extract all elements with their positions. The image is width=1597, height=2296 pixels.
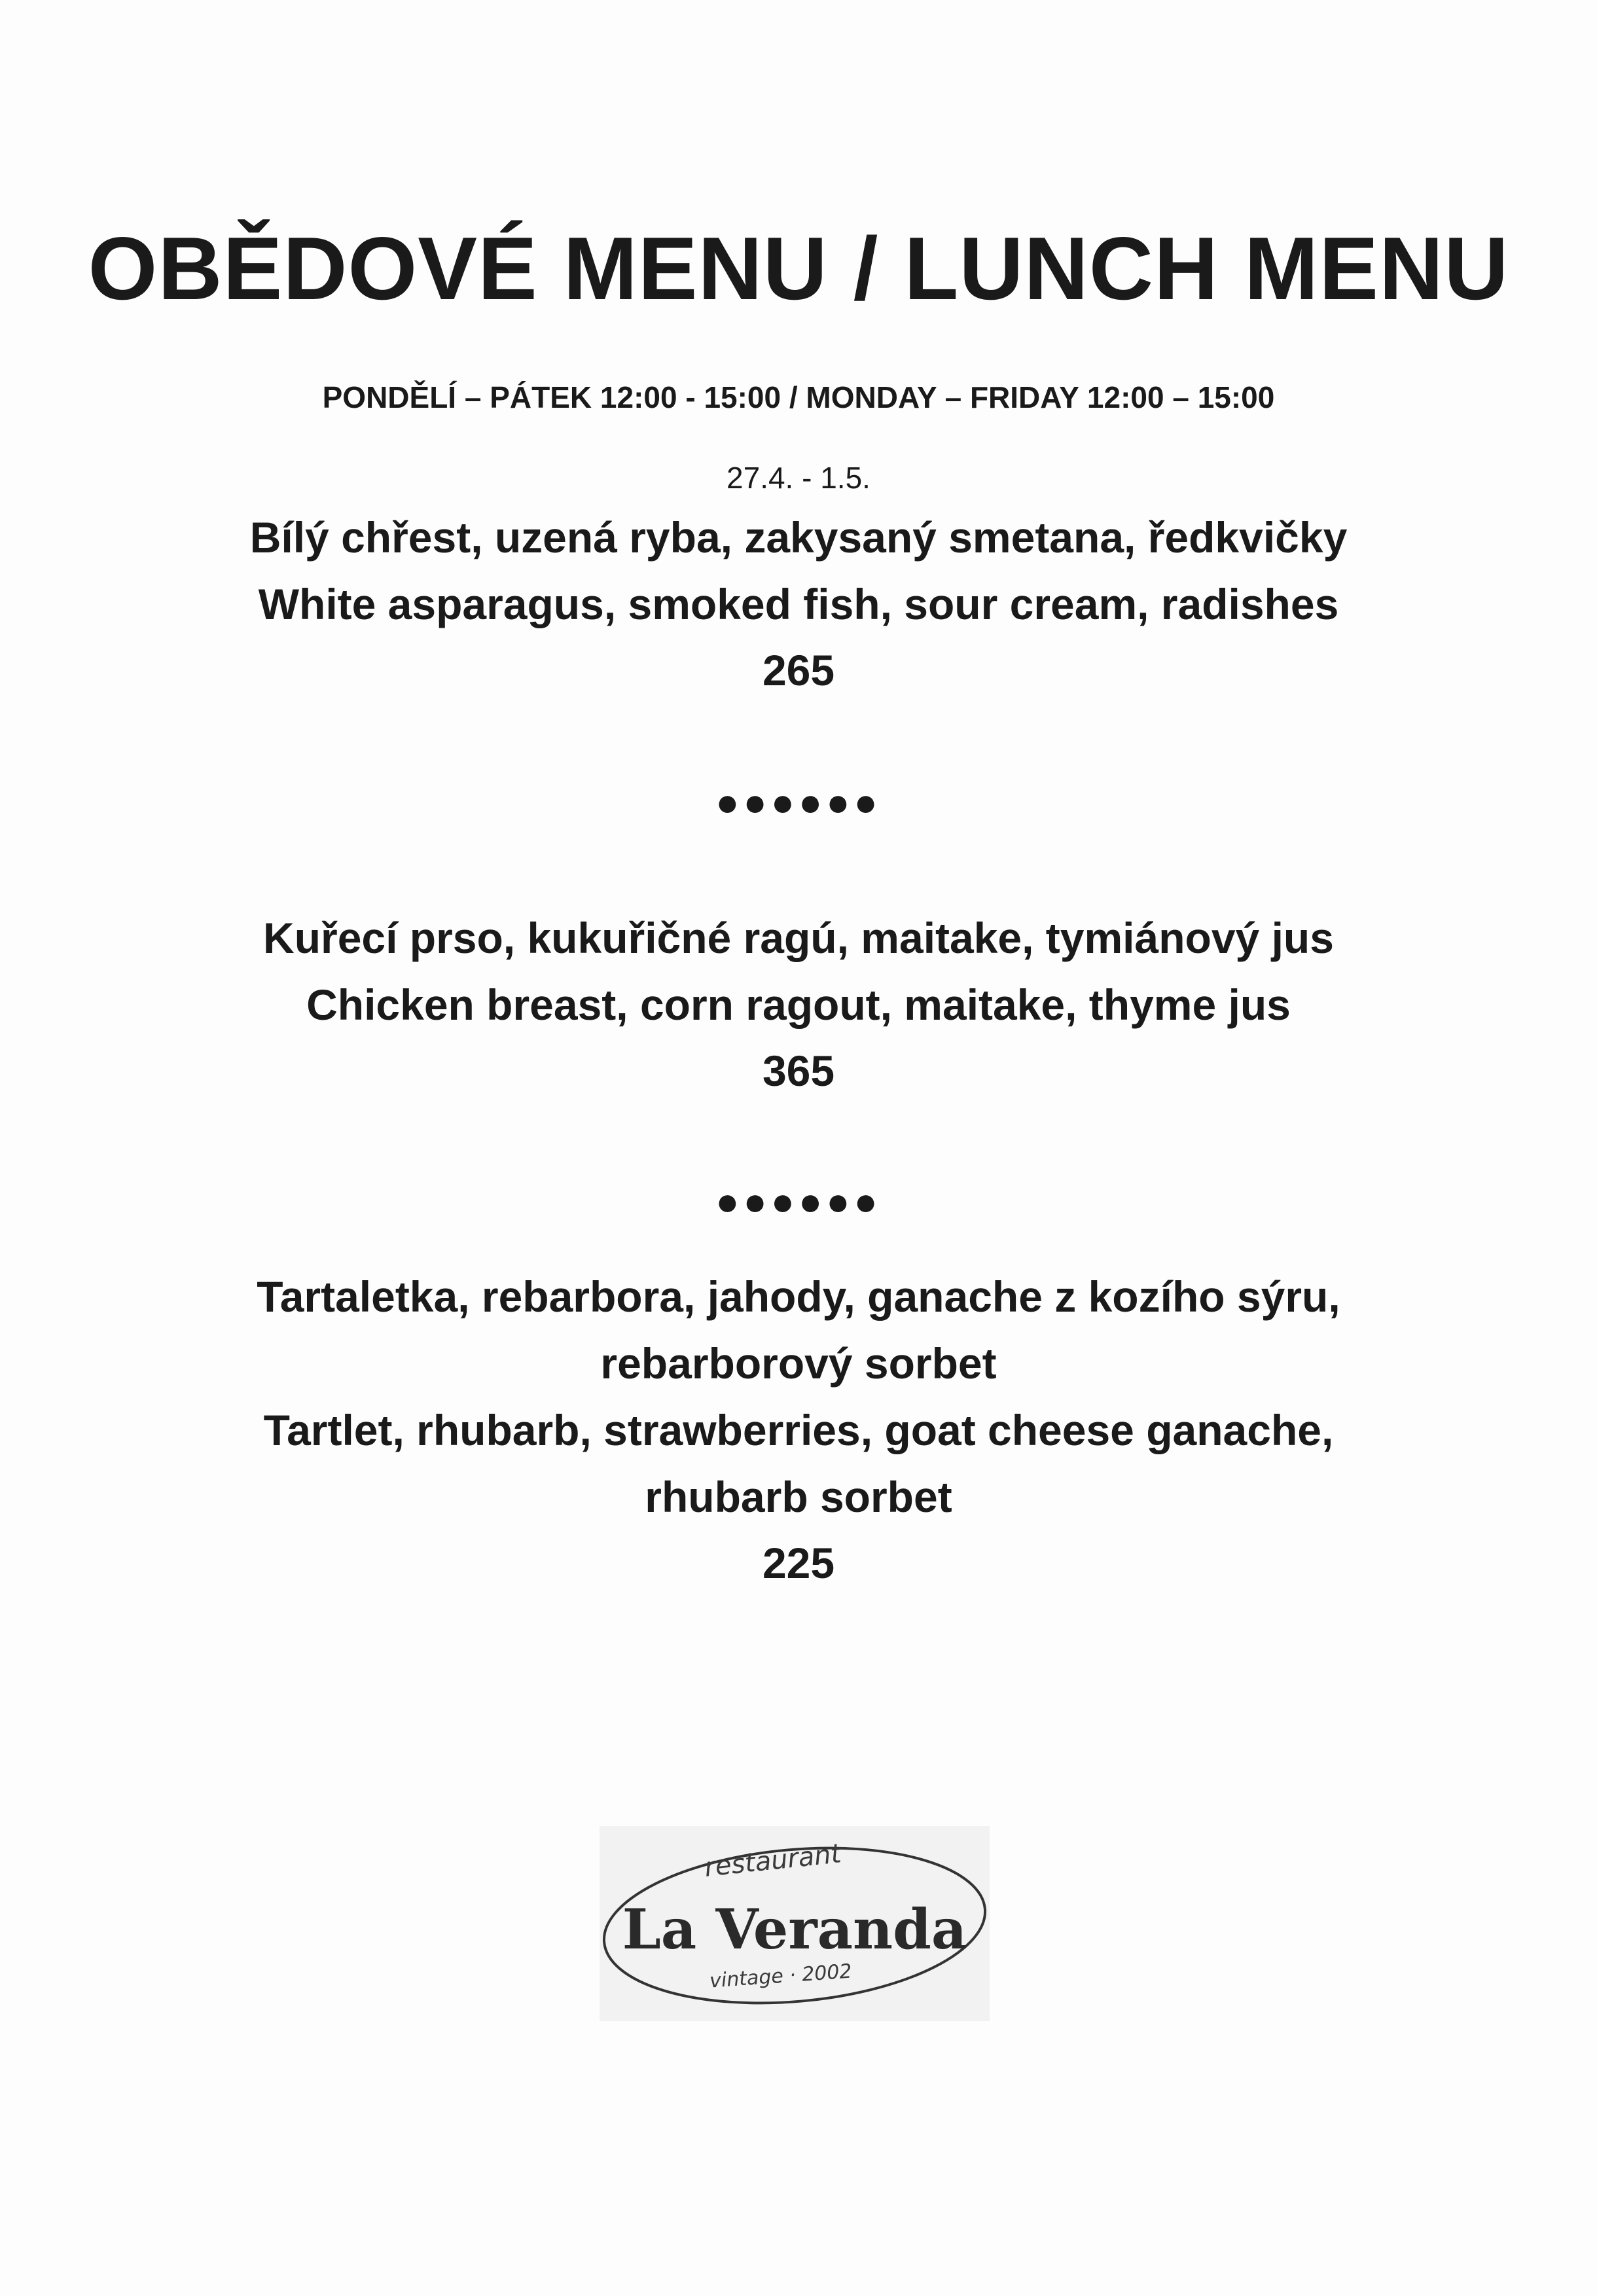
course-3-czech-line-2: rebarborový sorbet: [600, 1339, 997, 1388]
course-2-english: Chicken breast, corn ragout, maitake, thyme jus: [306, 980, 1291, 1029]
course-3-price: 225: [762, 1539, 835, 1587]
logo-name: La Veranda: [622, 1897, 967, 1962]
restaurant-logo: [600, 1826, 990, 2021]
separator-2: ●●●●●●: [715, 1179, 882, 1223]
course-1-english: White asparagus, smoked fish, sour cream, radishes: [258, 580, 1339, 628]
separator-1: ●●●●●●: [715, 780, 882, 824]
logo-top-text: restaurant: [703, 1839, 843, 1883]
course-2-czech: Kuřecí prso, kukuřičné ragú, maitake, tymiánový jus: [263, 914, 1334, 962]
course-1-czech: Bílý chřest, uzená ryba, zakysaný smetana, ředkvičky: [249, 513, 1348, 562]
course-3-czech-line-1: Tartaletka, rebarbora, jahody, ganache z kozího sýru,: [257, 1272, 1340, 1321]
course-1-price: 265: [762, 646, 835, 694]
course-3-english-line-2: rhubarb sorbet: [645, 1473, 952, 1521]
course-3-english-line-1: Tartlet, rhubarb, strawberries, goat cheese ganache,: [263, 1406, 1334, 1454]
date-range: 27.4. - 1.5.: [727, 461, 870, 495]
opening-hours: PONDĚLÍ – PÁTEK 12:00 - 15:00 / MONDAY – FRIDAY 12:00 – 15:00: [322, 380, 1275, 414]
logo-bottom-text: vintage · 2002: [709, 1960, 853, 1993]
page-title: OBĚDOVÉ MENU / LUNCH MENU: [88, 219, 1509, 318]
course-2-price: 365: [762, 1047, 835, 1095]
